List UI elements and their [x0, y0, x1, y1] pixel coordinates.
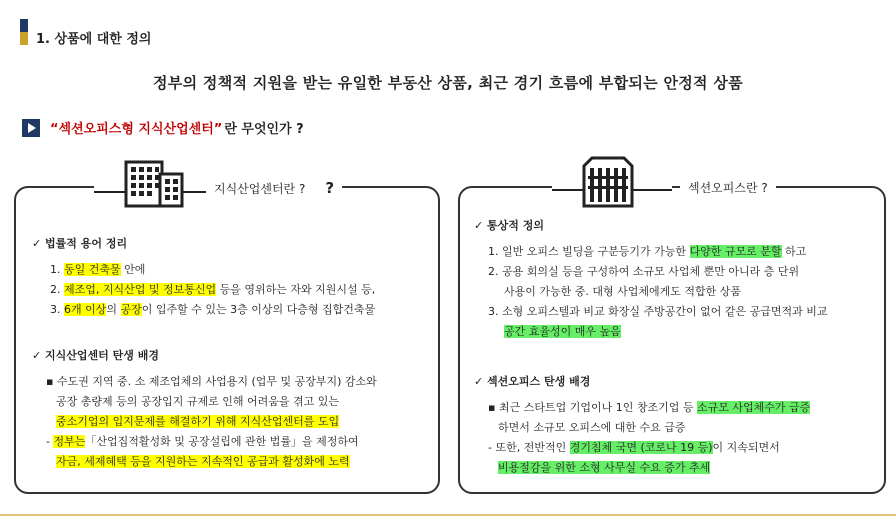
section-title: 1. 상품에 대한 정의	[36, 32, 152, 47]
kc-background-heading: ✓ 지식산업센터 탄생 배경	[32, 349, 159, 362]
legal-item-3-highlight-2: 공장	[120, 303, 142, 316]
legal-item-1: 1. 동일 건축물 안에	[50, 263, 146, 276]
question-quoted: “섹션오피스형 지식산업센터”	[50, 122, 223, 137]
legal-item-3-highlight: 6개 이상	[64, 303, 107, 316]
so-background-heading: ✓ 섹션오피스 탄생 배경	[474, 375, 591, 388]
section-marker	[20, 19, 28, 45]
legal-section	[32, 234, 375, 320]
definition-heading: ✓ 통상적 정의	[474, 219, 545, 232]
kc-bg-line-1: ▪ 수도권 지역 중. 소 제조업체의 사업용지 (업무 및 공장부지) 감소와	[46, 375, 377, 388]
legal-item-3: 3. 6개 이상의 공장이 입주할 수 있는 3층 이상의 다층형 집합건축물	[50, 303, 376, 316]
kc-bg-line-2: 공장 총량제 등의 공장입지 규제로 인해 어려움을 겪고 있는	[56, 395, 339, 408]
legal-heading: ✓ 법률적 용어 정리	[32, 237, 128, 250]
legal-item-2-highlight: 제조업, 지식산업 및 정보통신업	[64, 283, 217, 296]
kc-bg-line-3: 중소기업의 입지문제를 해결하기 위해 지식산업센터를 도입	[56, 415, 340, 428]
knowledge-center-background	[32, 346, 377, 472]
kc-bg-line-5: 자금, 세제혜택 등을 지원하는 지속적인 공급과 활성화에 노력	[56, 455, 350, 468]
definition-item-3: 3. 소형 오피스텔과 비교 화장실 주방공간이 없어 같은 공급면적과 비교	[488, 305, 828, 318]
knowledge-center-title	[206, 179, 342, 197]
so-bg-line-3: - 또한, 전반적인 경기침체 국면 (코로나 19 등)이 지속되면서	[488, 441, 780, 454]
section-office-title: 섹션오피스란 ?	[680, 179, 776, 196]
so-bg-line-1: ▪ 최근 스타트업 기업이나 1인 창조기업 등 소규모 사업체수가 급증	[488, 401, 811, 414]
kc-government-highlight: 정부는	[53, 435, 86, 448]
definition-item-2-cont: 사용이 가능한 중. 대형 사업체에게도 적합한 상품	[504, 285, 741, 298]
play-icon	[22, 119, 40, 137]
factory-building-icon	[94, 156, 214, 208]
footer-divider	[0, 514, 896, 516]
question-row	[22, 118, 304, 137]
legal-item-2: 2. 제조업, 지식산업 및 정보통신업 등을 영위하는 자와 지원시설 등,	[50, 283, 376, 296]
definition-section	[474, 216, 828, 342]
section-office-background	[474, 372, 810, 478]
kc-bg-line-4: - 정부는「산업집적활성화 및 공장설립에 관한 법률」을 제정하여	[46, 435, 359, 448]
so-bg-line-2: 하면서 소규모 오피스에 대한 수요 급증	[498, 421, 686, 434]
so-bg-highlight-2: 경기침체 국면 (코로나 19 등)	[569, 441, 713, 454]
section-header	[20, 16, 151, 47]
question-rest: 란 무엇인가 ?	[224, 122, 304, 137]
question-mark: ?	[325, 179, 335, 197]
knowledge-center-title-text: 지식산업센터란 ?	[214, 181, 306, 196]
definition-item-2: 2. 공용 회의실 등을 구성하여 소규모 사업체 뿐만 아니라 층 단위	[488, 265, 800, 278]
definition-item-1-highlight: 다양한 규모로 분할	[689, 245, 782, 258]
so-bg-highlight-1: 소규모 사업체수가 급증	[696, 401, 811, 414]
definition-item-1: 1. 일반 오피스 빌딩을 구분등기가 가능한 다양한 규모로 분할 하고	[488, 245, 807, 258]
so-bg-highlight-3: 비용절감을 위한 소형 사무실 수요 증가 추세	[498, 461, 711, 474]
definition-item-3-highlight: 공간 효율성이 매우 높음	[504, 325, 621, 338]
legal-item-1-highlight: 동일 건축물	[64, 263, 121, 276]
headline: 정부의 정책적 지원을 받는 유일한 부동산 상품, 최근 경기 흐름에 부합되는 안정적 상품	[153, 74, 743, 92]
office-building-icon	[552, 154, 672, 208]
